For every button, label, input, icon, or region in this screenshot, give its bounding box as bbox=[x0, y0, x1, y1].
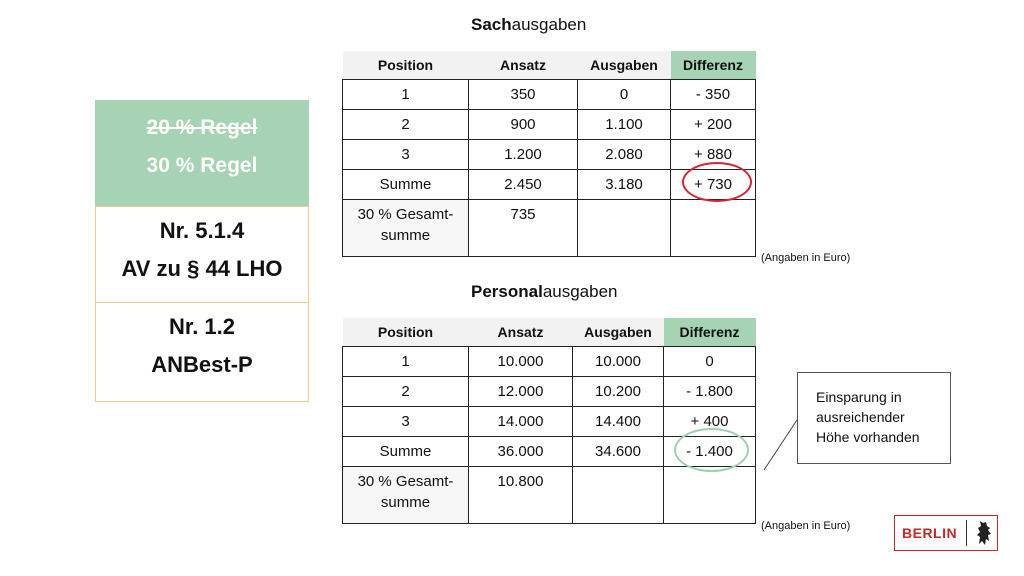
cell: 3.180 bbox=[578, 170, 671, 200]
cell: 1 bbox=[343, 80, 469, 110]
cell: 10.200 bbox=[573, 377, 664, 407]
cell: 2.080 bbox=[578, 140, 671, 170]
heading-rest: ausgaben bbox=[511, 15, 587, 34]
reference-number: Nr. 5.1.4 bbox=[159, 218, 245, 243]
cell: Summe bbox=[343, 170, 469, 200]
cell: 3 bbox=[343, 407, 469, 437]
cell: 2 bbox=[343, 110, 469, 140]
cell: 36.000 bbox=[469, 437, 573, 467]
col-header: Differenz bbox=[671, 51, 756, 80]
callout-line: Höhe vorhanden bbox=[816, 429, 920, 445]
cell: 1.100 bbox=[578, 110, 671, 140]
logo-text: BERLIN bbox=[902, 525, 958, 541]
label-line: 30 % Gesamt- bbox=[357, 206, 454, 223]
label-line: summe bbox=[380, 227, 431, 244]
cell: 0 bbox=[578, 80, 671, 110]
label-line: summe bbox=[380, 494, 431, 511]
label-line: 30 % Gesamt- bbox=[357, 473, 454, 490]
callout-box bbox=[797, 372, 951, 464]
cell: 14.400 bbox=[573, 407, 664, 437]
col-header: Ansatz bbox=[469, 51, 578, 80]
cell: 2.450 bbox=[469, 170, 578, 200]
col-header: Differenz bbox=[664, 318, 756, 347]
cell: 34.600 bbox=[573, 437, 664, 467]
cell: - 1.400 bbox=[664, 437, 756, 467]
cell: 10.000 bbox=[469, 347, 573, 377]
reference-source: ANBest-P bbox=[151, 352, 253, 377]
cell: + 730 bbox=[671, 170, 756, 200]
cell: 900 bbox=[469, 110, 578, 140]
col-header: Ausgaben bbox=[578, 51, 671, 80]
unit-note: (Angaben in Euro) bbox=[761, 252, 851, 264]
new-rule-label: 30 % Regel bbox=[146, 154, 258, 177]
col-header: Ansatz bbox=[469, 318, 573, 347]
cell: - 350 bbox=[671, 80, 756, 110]
old-rule-label: 20 % Regel bbox=[146, 116, 258, 139]
unit-note: (Angaben in Euro) bbox=[761, 520, 851, 532]
cell: 10.800 bbox=[469, 467, 573, 524]
logo-divider bbox=[966, 520, 967, 546]
cell: 1.200 bbox=[469, 140, 578, 170]
callout-line: Einsparung in bbox=[816, 389, 902, 405]
cell: + 880 bbox=[671, 140, 756, 170]
cell: 3 bbox=[343, 140, 469, 170]
cell: 350 bbox=[469, 80, 578, 110]
col-header: Position bbox=[343, 318, 469, 347]
cell: 14.000 bbox=[469, 407, 573, 437]
reference-number: Nr. 1.2 bbox=[168, 314, 236, 339]
heading-bold: Sach bbox=[471, 15, 512, 34]
cell: + 400 bbox=[664, 407, 756, 437]
heading-rest: ausgaben bbox=[542, 282, 618, 301]
cell: 735 bbox=[469, 200, 578, 257]
berlin-logo bbox=[894, 515, 998, 551]
col-header: Position bbox=[343, 51, 469, 80]
callout-line: ausreichender bbox=[816, 409, 905, 425]
heading-bold: Personal bbox=[471, 282, 543, 301]
cell: 12.000 bbox=[469, 377, 573, 407]
reference-source: AV zu § 44 LHO bbox=[121, 256, 283, 281]
cell: 1 bbox=[343, 347, 469, 377]
berlin-bear-icon bbox=[973, 519, 995, 547]
cell: - 1.800 bbox=[664, 377, 756, 407]
cell: Summe bbox=[343, 437, 469, 467]
col-header: Ausgaben bbox=[573, 318, 664, 347]
cell: 0 bbox=[664, 347, 756, 377]
cell: 10.000 bbox=[573, 347, 664, 377]
cell: 2 bbox=[343, 377, 469, 407]
cell: + 200 bbox=[671, 110, 756, 140]
